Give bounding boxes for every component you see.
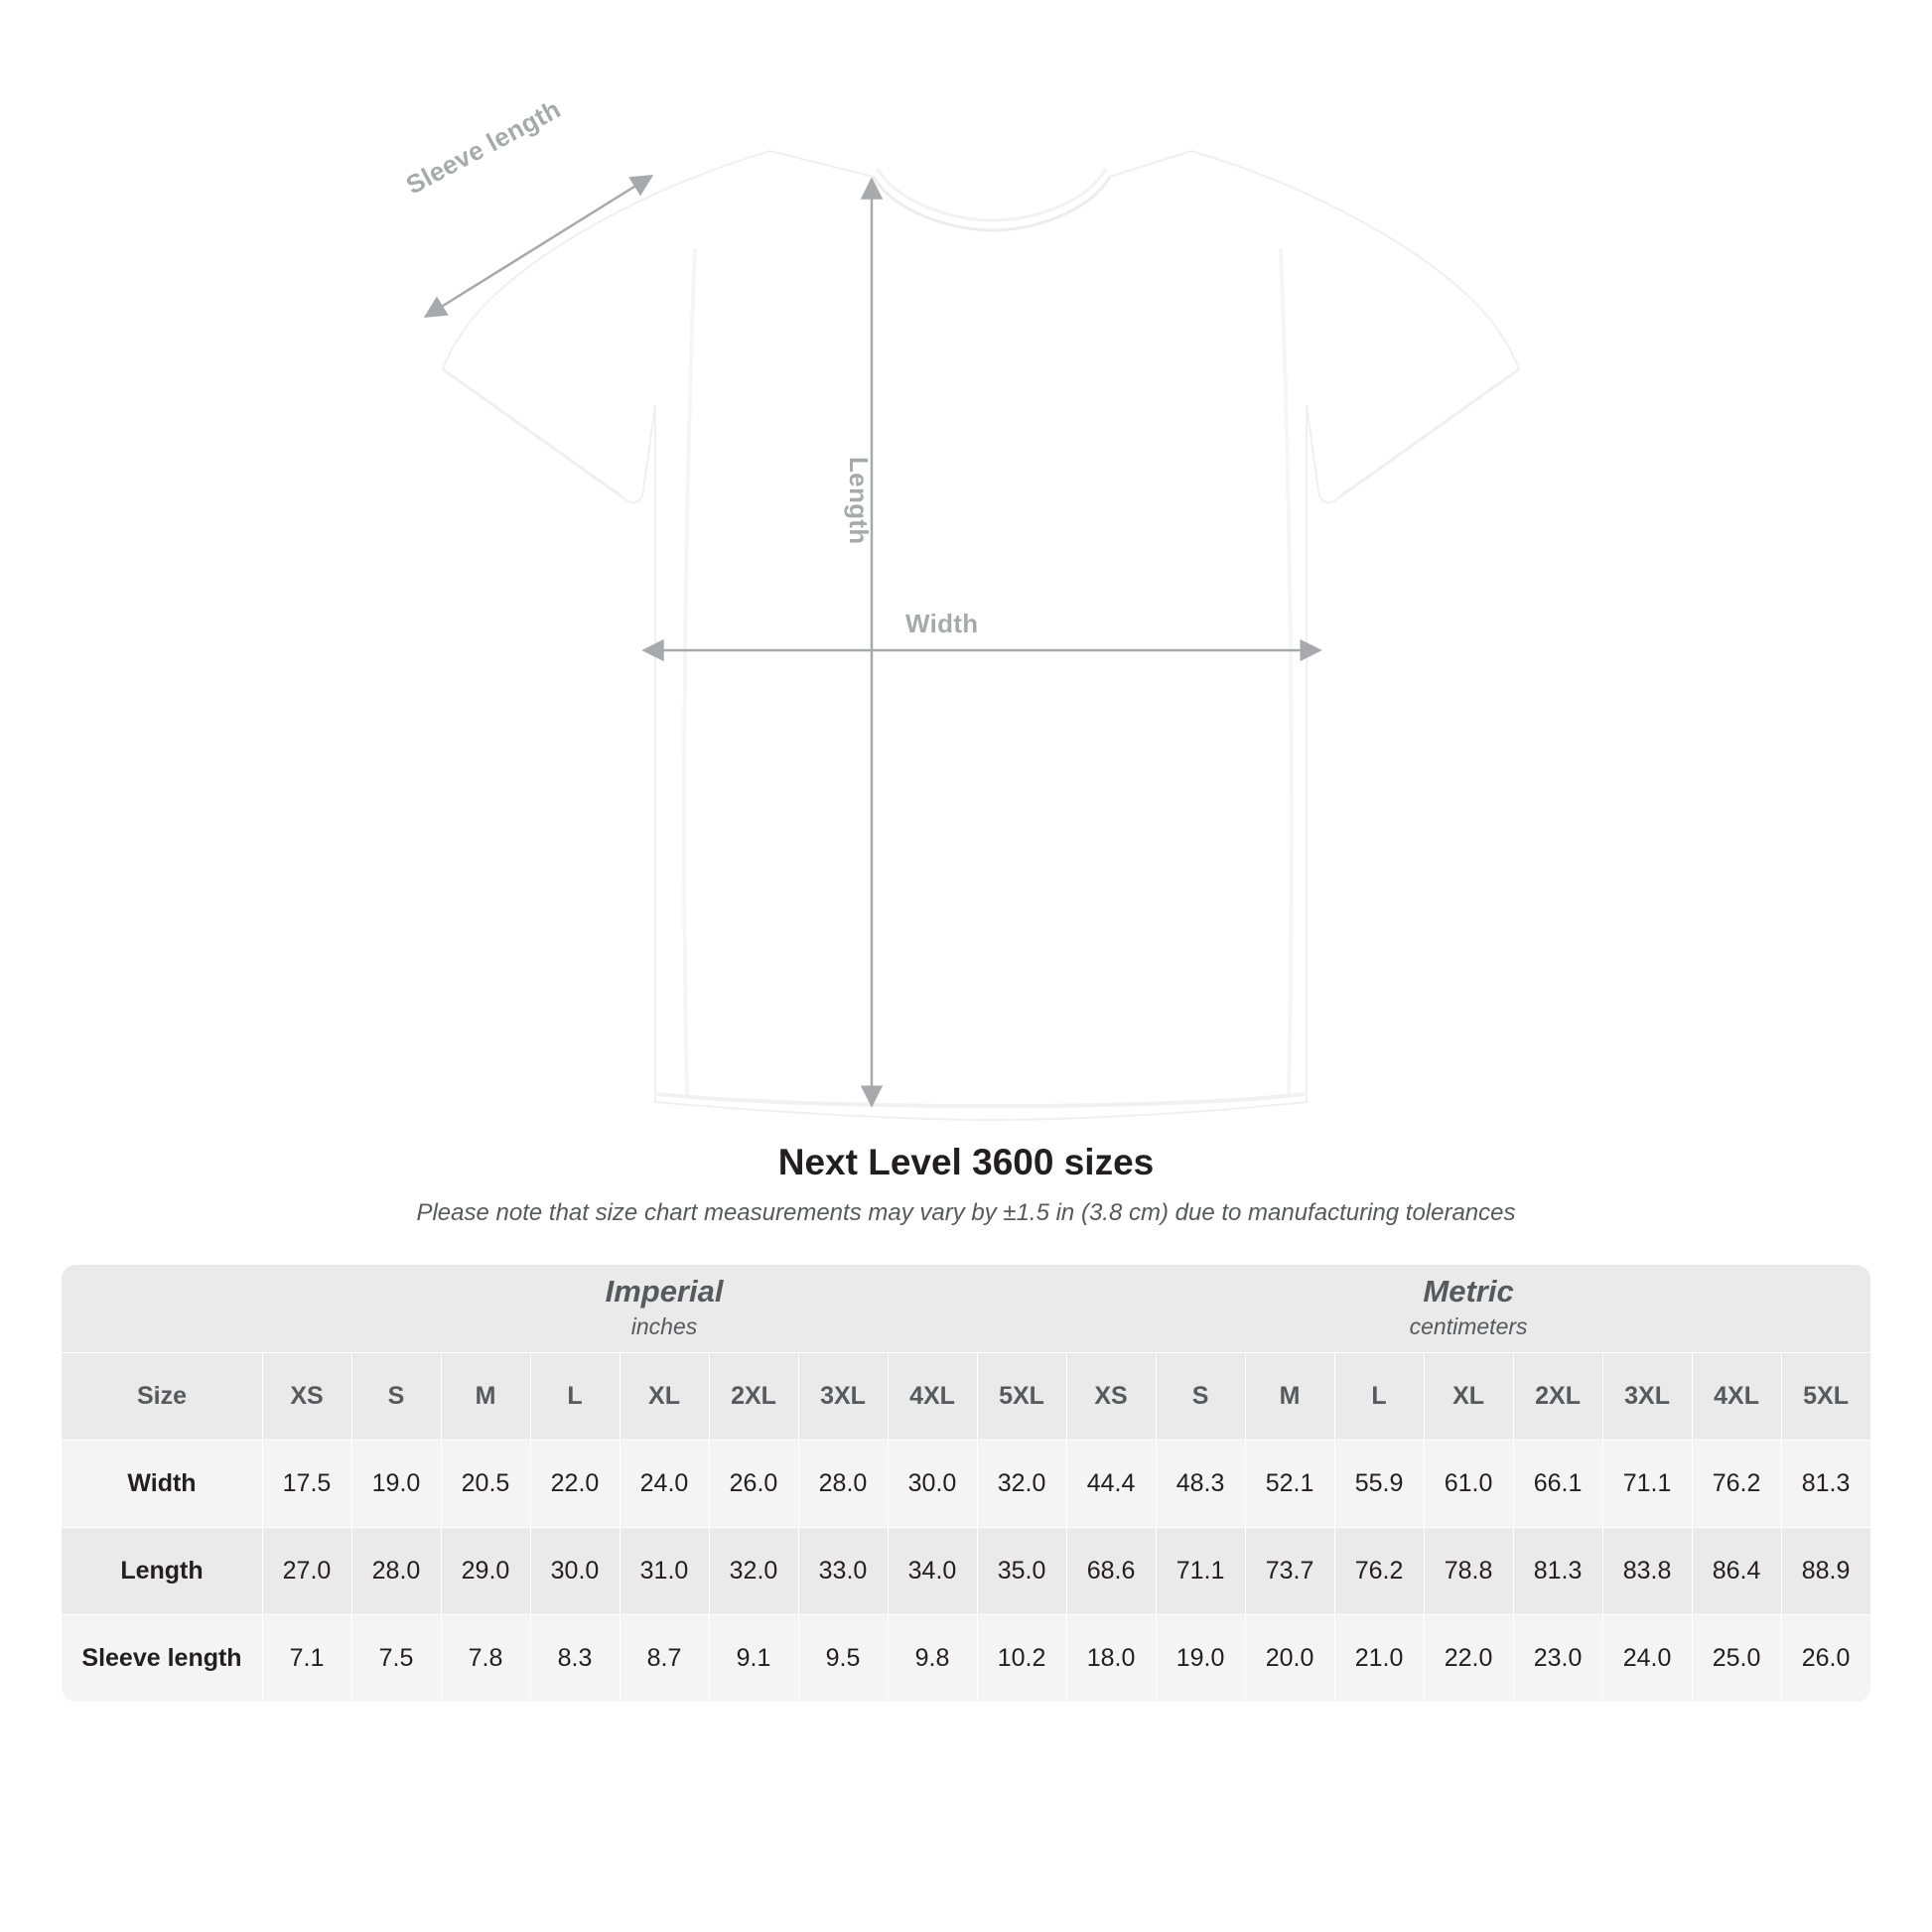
cell-width-metric-xl: 61.0 [1424, 1440, 1513, 1527]
cell-sleeve-imperial-l: 8.3 [530, 1614, 620, 1702]
unit-group-imperial-name: Imperial [605, 1273, 724, 1309]
cell-sleeve-metric-l: 21.0 [1334, 1614, 1424, 1702]
size-header-imperial-l: L [530, 1352, 620, 1440]
cell-width-imperial-2xl: 26.0 [709, 1440, 798, 1527]
cell-length-imperial-3xl: 33.0 [798, 1527, 888, 1614]
length-label: Length [844, 457, 874, 545]
size-header-metric-l: L [1334, 1352, 1424, 1440]
cell-sleeve-imperial-xl: 8.7 [620, 1614, 709, 1702]
size-header-imperial-2xl: 2XL [709, 1352, 798, 1440]
size-header-label: Size [62, 1352, 262, 1440]
cell-sleeve-imperial-s: 7.5 [351, 1614, 441, 1702]
cell-sleeve-metric-3xl: 24.0 [1602, 1614, 1692, 1702]
size-header-metric-s: S [1156, 1352, 1245, 1440]
cell-length-metric-xs: 68.6 [1066, 1527, 1156, 1614]
unit-group-metric-sub: centimeters [1409, 1312, 1528, 1339]
row-label-length: Length [62, 1527, 262, 1614]
cell-length-metric-4xl: 86.4 [1692, 1527, 1781, 1614]
cell-length-metric-m: 73.7 [1245, 1527, 1334, 1614]
width-label: Width [905, 609, 979, 638]
cell-sleeve-metric-xl: 22.0 [1424, 1614, 1513, 1702]
size-header-imperial-4xl: 4XL [888, 1352, 977, 1440]
row-label-sleeve-length: Sleeve length [62, 1614, 262, 1702]
cell-width-metric-4xl: 76.2 [1692, 1440, 1781, 1527]
cell-width-metric-l: 55.9 [1334, 1440, 1424, 1527]
cell-length-metric-5xl: 88.9 [1781, 1527, 1870, 1614]
unit-group-row [62, 1265, 1870, 1352]
cell-length-imperial-5xl: 35.0 [977, 1527, 1066, 1614]
size-header-metric-xl: XL [1424, 1352, 1513, 1440]
cell-length-imperial-xl: 31.0 [620, 1527, 709, 1614]
cell-length-metric-3xl: 83.8 [1602, 1527, 1692, 1614]
cell-width-metric-5xl: 81.3 [1781, 1440, 1870, 1527]
page-title: Next Level 3600 sizes [777, 1142, 1155, 1182]
cell-sleeve-metric-5xl: 26.0 [1781, 1614, 1870, 1702]
size-header-metric-5xl: 5XL [1781, 1352, 1870, 1440]
cell-length-imperial-2xl: 32.0 [709, 1527, 798, 1614]
table-row-width [62, 1440, 1870, 1527]
tshirt-shape [443, 151, 1519, 1120]
cell-width-imperial-5xl: 32.0 [977, 1440, 1066, 1527]
cell-width-imperial-xs: 17.5 [262, 1440, 351, 1527]
cell-sleeve-imperial-xs: 7.1 [262, 1614, 351, 1702]
cell-sleeve-metric-4xl: 25.0 [1692, 1614, 1781, 1702]
cell-length-imperial-m: 29.0 [441, 1527, 530, 1614]
cell-width-metric-3xl: 71.1 [1602, 1440, 1692, 1527]
unit-group-imperial-sub: inches [630, 1312, 698, 1339]
size-header-metric-m: M [1245, 1352, 1334, 1440]
cell-sleeve-imperial-4xl: 9.8 [888, 1614, 977, 1702]
cell-width-imperial-m: 20.5 [441, 1440, 530, 1527]
cell-length-imperial-s: 28.0 [351, 1527, 441, 1614]
size-header-imperial-3xl: 3XL [798, 1352, 888, 1440]
cell-width-metric-s: 48.3 [1156, 1440, 1245, 1527]
cell-width-metric-xs: 44.4 [1066, 1440, 1156, 1527]
cell-sleeve-imperial-m: 7.8 [441, 1614, 530, 1702]
cell-sleeve-metric-m: 20.0 [1245, 1614, 1334, 1702]
cell-sleeve-imperial-3xl: 9.5 [798, 1614, 888, 1702]
cell-width-metric-m: 52.1 [1245, 1440, 1334, 1527]
size-header-row [62, 1352, 1870, 1440]
cell-sleeve-metric-xs: 18.0 [1066, 1614, 1156, 1702]
title-block [0, 1142, 1932, 1227]
cell-length-imperial-xs: 27.0 [262, 1527, 351, 1614]
unit-group-imperial [262, 1265, 1066, 1352]
cell-width-imperial-s: 19.0 [351, 1440, 441, 1527]
cell-length-metric-l: 76.2 [1334, 1527, 1424, 1614]
size-header-metric-2xl: 2XL [1513, 1352, 1602, 1440]
table-row-sleeve-length [62, 1614, 1870, 1702]
tolerance-note: Please note that size chart measurements may vary by ±1.5 in (3.8 cm) due to manufacturing tolerances [416, 1199, 1516, 1226]
size-header-imperial-xl: XL [620, 1352, 709, 1440]
cell-length-metric-xl: 78.8 [1424, 1527, 1513, 1614]
cell-sleeve-imperial-2xl: 9.1 [709, 1614, 798, 1702]
size-table [62, 1265, 1870, 1702]
cell-sleeve-metric-2xl: 23.0 [1513, 1614, 1602, 1702]
size-header-imperial-s: S [351, 1352, 441, 1440]
size-header-metric-3xl: 3XL [1602, 1352, 1692, 1440]
cell-length-metric-s: 71.1 [1156, 1527, 1245, 1614]
cell-sleeve-imperial-5xl: 10.2 [977, 1614, 1066, 1702]
cell-width-metric-2xl: 66.1 [1513, 1440, 1602, 1527]
cell-length-imperial-l: 30.0 [530, 1527, 620, 1614]
cell-sleeve-metric-s: 19.0 [1156, 1614, 1245, 1702]
size-header-imperial-m: M [441, 1352, 530, 1440]
table-corner-cell [62, 1265, 262, 1352]
size-table-wrapper [62, 1265, 1870, 1702]
unit-group-metric-name: Metric [1423, 1273, 1514, 1309]
sleeve-length-label: Sleeve length [401, 93, 566, 201]
cell-width-imperial-4xl: 30.0 [888, 1440, 977, 1527]
size-header-imperial-5xl: 5XL [977, 1352, 1066, 1440]
cell-width-imperial-l: 22.0 [530, 1440, 620, 1527]
row-label-width: Width [62, 1440, 262, 1527]
unit-group-metric [1066, 1265, 1870, 1352]
cell-width-imperial-3xl: 28.0 [798, 1440, 888, 1527]
size-header-metric-4xl: 4XL [1692, 1352, 1781, 1440]
table-row-length [62, 1527, 1870, 1614]
size-header-metric-xs: XS [1066, 1352, 1156, 1440]
cell-width-imperial-xl: 24.0 [620, 1440, 709, 1527]
size-header-imperial-xs: XS [262, 1352, 351, 1440]
cell-length-imperial-4xl: 34.0 [888, 1527, 977, 1614]
cell-length-metric-2xl: 81.3 [1513, 1527, 1602, 1614]
